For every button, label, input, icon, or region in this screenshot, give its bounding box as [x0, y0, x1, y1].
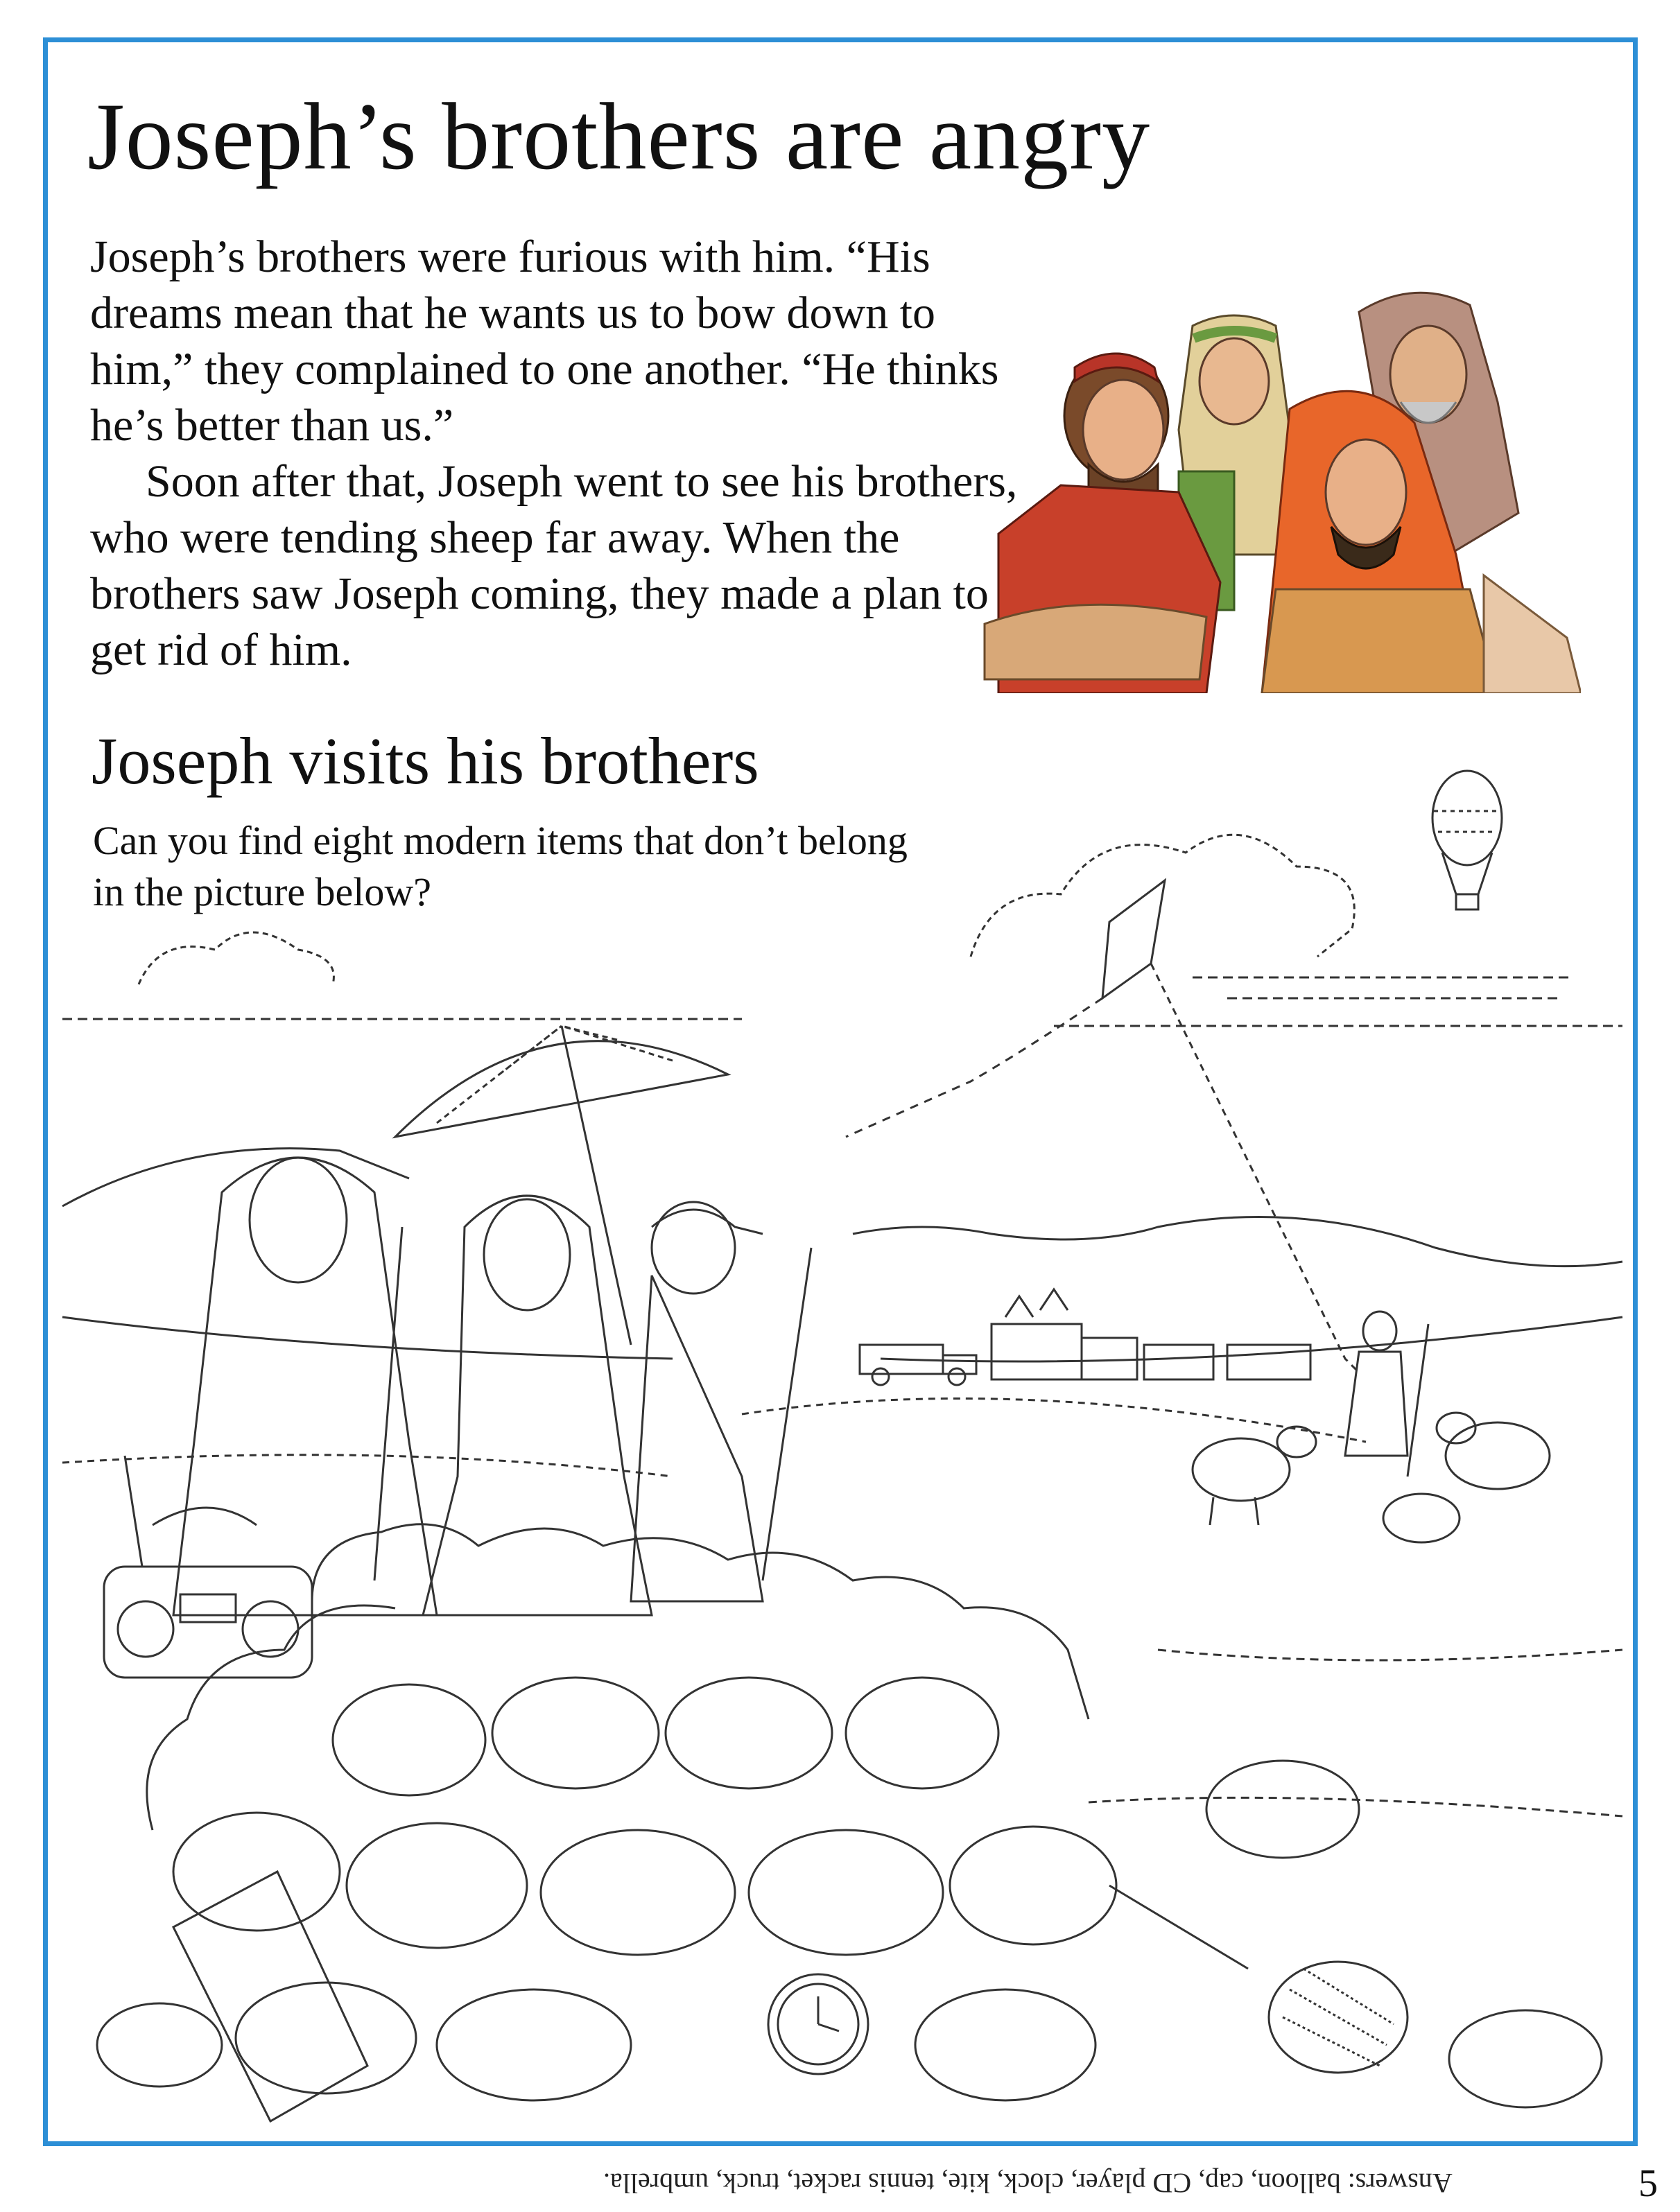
- truck-icon: [860, 1345, 976, 1385]
- puzzle-instruction: Can you find eight modern items that don’t belong in the picture below?: [93, 818, 908, 914]
- coloring-scene: [49, 749, 1634, 2142]
- tennis-racket-icon: [1109, 1886, 1408, 2073]
- kite-icon: [846, 880, 1359, 1373]
- brothers-line-art: [173, 1158, 811, 1615]
- cd-player-icon: [104, 1456, 312, 1678]
- story-text: [90, 229, 1019, 678]
- joseph-figure: [1345, 1312, 1428, 1477]
- sheep: [1193, 1413, 1550, 1542]
- page-title: Joseph’s brothers are angry: [87, 83, 1151, 189]
- village: [991, 1289, 1310, 1379]
- paragraph-1: Joseph’s brothers were furious with him. “His dreams mean that he wants us to bow down to him,” they complained to one another. “He thinks he’s better than us.”: [90, 232, 999, 451]
- stone-well: [97, 1524, 1602, 2107]
- section-subtitle: Joseph visits his brothers: [92, 724, 759, 798]
- hot-air-balloon-icon: [1432, 771, 1502, 909]
- page-number: 5: [1638, 2162, 1658, 2205]
- cap-icon: [652, 1202, 763, 1294]
- umbrella-icon: [395, 1026, 728, 1345]
- brothers-illustration: [971, 263, 1581, 693]
- answers-footer: Answers: balloon, cap, CD player, clock, kite, tennis racket, truck, umbrella.: [603, 2168, 1453, 2199]
- clock-icon: [768, 1974, 868, 2074]
- paragraph-2: Soon after that, Joseph went to see his brothers, who were tending sheep far away. When the brothers saw Joseph coming, they made a plan to get rid of him.: [90, 456, 1018, 675]
